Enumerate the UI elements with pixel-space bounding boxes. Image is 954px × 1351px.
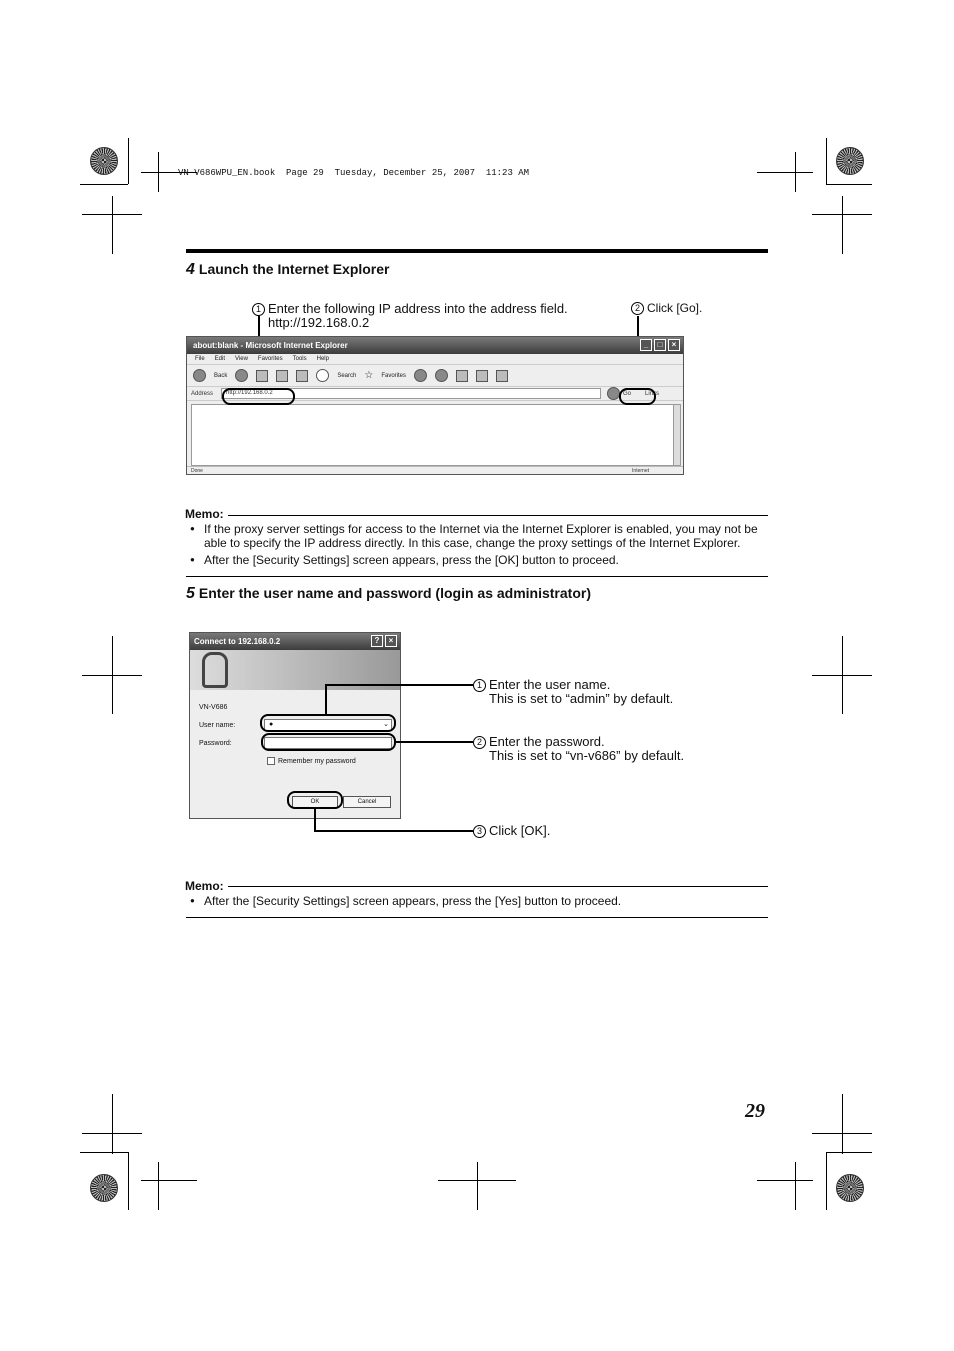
forward-arrow-icon[interactable] (235, 369, 248, 382)
dialog-title: Connect to 192.168.0.2 (194, 637, 281, 646)
ie-content-area (191, 404, 675, 466)
password-label: Password: (199, 740, 232, 747)
menu-tools[interactable]: Tools (292, 356, 307, 362)
go-highlight-oval (619, 388, 656, 405)
callout-text: This is set to “vn-v686” by default. (489, 748, 685, 763)
close-icon[interactable]: × (385, 635, 397, 647)
menu-file[interactable]: File (195, 356, 205, 362)
search-icon[interactable] (316, 369, 329, 382)
status-done: Done (191, 467, 203, 474)
help-icon[interactable]: ? (371, 635, 383, 647)
memo-rule (186, 576, 768, 577)
minimize-icon[interactable]: _ (640, 339, 652, 351)
registration-star-icon (836, 147, 864, 175)
registration-star-icon (90, 147, 118, 175)
memo-rule (228, 886, 768, 887)
step4-callout-2 (631, 301, 702, 315)
circled-number: 3 (473, 825, 486, 838)
step5-callout-1 (473, 678, 673, 706)
address-input[interactable]: http://192.168.0.2 (221, 388, 601, 399)
registration-star-icon (836, 1174, 864, 1202)
address-highlight-oval (222, 388, 295, 405)
step-4-heading (186, 261, 390, 279)
history-icon[interactable] (414, 369, 427, 382)
keys-icon (202, 652, 228, 688)
refresh-icon[interactable] (276, 370, 288, 382)
step-number: 4 (186, 261, 195, 278)
memo-bullet: ● If the proxy server settings for access to the Internet via the Internet Explorer is enabled, you may not be able to specify the IP address directly. In this case, change the proxy settings of the Internet Explorer. (186, 522, 770, 550)
ie-toolbar (187, 365, 683, 387)
realm-text: VN-V686 (199, 704, 228, 711)
stop-icon[interactable] (256, 370, 268, 382)
ie-menu-bar (187, 354, 683, 365)
page-number: 29 (745, 1100, 765, 1122)
section-rule (186, 249, 768, 253)
callout-text: Enter the password. (489, 734, 605, 749)
username-label: User name: (199, 722, 236, 729)
ie-status-bar (187, 466, 683, 474)
messenger-icon[interactable] (496, 370, 508, 382)
ok-highlight-oval (287, 791, 343, 809)
dialog-title-bar (190, 633, 400, 650)
password-highlight-oval (261, 733, 396, 751)
favorites-star-icon[interactable]: ☆ (364, 370, 374, 381)
memo-heading: Memo: (185, 507, 224, 521)
step-5-heading (186, 585, 591, 603)
leader-line (314, 830, 473, 832)
step-title: Enter the user name and password (login as administrator) (198, 585, 591, 601)
callout-url: http://192.168.0.2 (268, 315, 370, 330)
favorites-button[interactable]: Favorites (381, 372, 407, 379)
memo-rule (186, 917, 768, 918)
search-button[interactable]: Search (337, 372, 357, 379)
leader-line (396, 741, 473, 743)
book-info-header: VN-V686WPU_EN.book Page 29 Tuesday, December 25, 2007 11:23 AM (178, 168, 530, 178)
remember-checkbox[interactable] (267, 757, 275, 765)
leader-line (325, 684, 327, 715)
memo-bullet: ● After the [Security Settings] screen appears, press the [Yes] button to proceed. (186, 894, 770, 908)
go-button[interactable]: Go (623, 390, 632, 397)
status-zone: Internet (632, 467, 649, 474)
user-icon: ● (269, 721, 274, 728)
memo-bullet: ● After the [Security Settings] screen appears, press the [OK] button to proceed. (186, 553, 770, 567)
close-icon[interactable]: × (668, 339, 680, 351)
ok-button[interactable]: OK (292, 796, 338, 808)
step4-callout-1 (252, 302, 568, 330)
callout-text: Click [OK]. (489, 823, 551, 838)
leader-line (314, 809, 316, 832)
menu-edit[interactable]: Edit (214, 356, 226, 362)
home-icon[interactable] (296, 370, 308, 382)
step5-callout-3 (473, 824, 550, 838)
callout-text: Enter the following IP address into the address field. (268, 301, 568, 316)
callout-text: Click [Go]. (647, 301, 703, 315)
callout-text: This is set to “admin” by default. (489, 691, 674, 706)
remember-label: Remember my password (278, 758, 356, 765)
ie-scrollbar[interactable] (673, 404, 681, 466)
circled-number: 1 (473, 679, 486, 692)
links-label[interactable]: Links (645, 390, 660, 397)
username-highlight-oval (260, 714, 396, 732)
leader-line (325, 684, 473, 686)
memo-rule (228, 515, 768, 516)
maximize-icon[interactable]: □ (654, 339, 666, 351)
step-number: 5 (186, 585, 195, 602)
circled-number: 2 (473, 736, 486, 749)
go-arrow-icon[interactable] (607, 387, 620, 400)
registration-star-icon (90, 1174, 118, 1202)
circled-number: 1 (252, 303, 265, 316)
step5-callout-2 (473, 735, 684, 763)
menu-view[interactable]: View (235, 356, 248, 362)
ie-title: about:blank - Microsoft Internet Explorer (193, 341, 348, 350)
circled-number: 2 (631, 302, 644, 315)
ie-title-bar (187, 337, 683, 354)
menu-favorites[interactable]: Favorites (257, 356, 283, 362)
chevron-down-icon[interactable]: ⌄ (383, 721, 389, 728)
cancel-button[interactable]: Cancel (343, 796, 391, 808)
menu-help[interactable]: Help (316, 356, 329, 362)
back-button[interactable]: Back (214, 372, 228, 379)
mail-icon[interactable] (435, 369, 448, 382)
callout-text: Enter the user name. (489, 677, 611, 692)
step-title: Launch the Internet Explorer (198, 261, 390, 277)
address-label: Address (191, 390, 214, 397)
edit-icon[interactable] (476, 370, 488, 382)
internet-explorer-window (186, 336, 684, 475)
print-icon[interactable] (456, 370, 468, 382)
back-arrow-icon[interactable] (193, 369, 206, 382)
memo-heading: Memo: (185, 879, 224, 893)
